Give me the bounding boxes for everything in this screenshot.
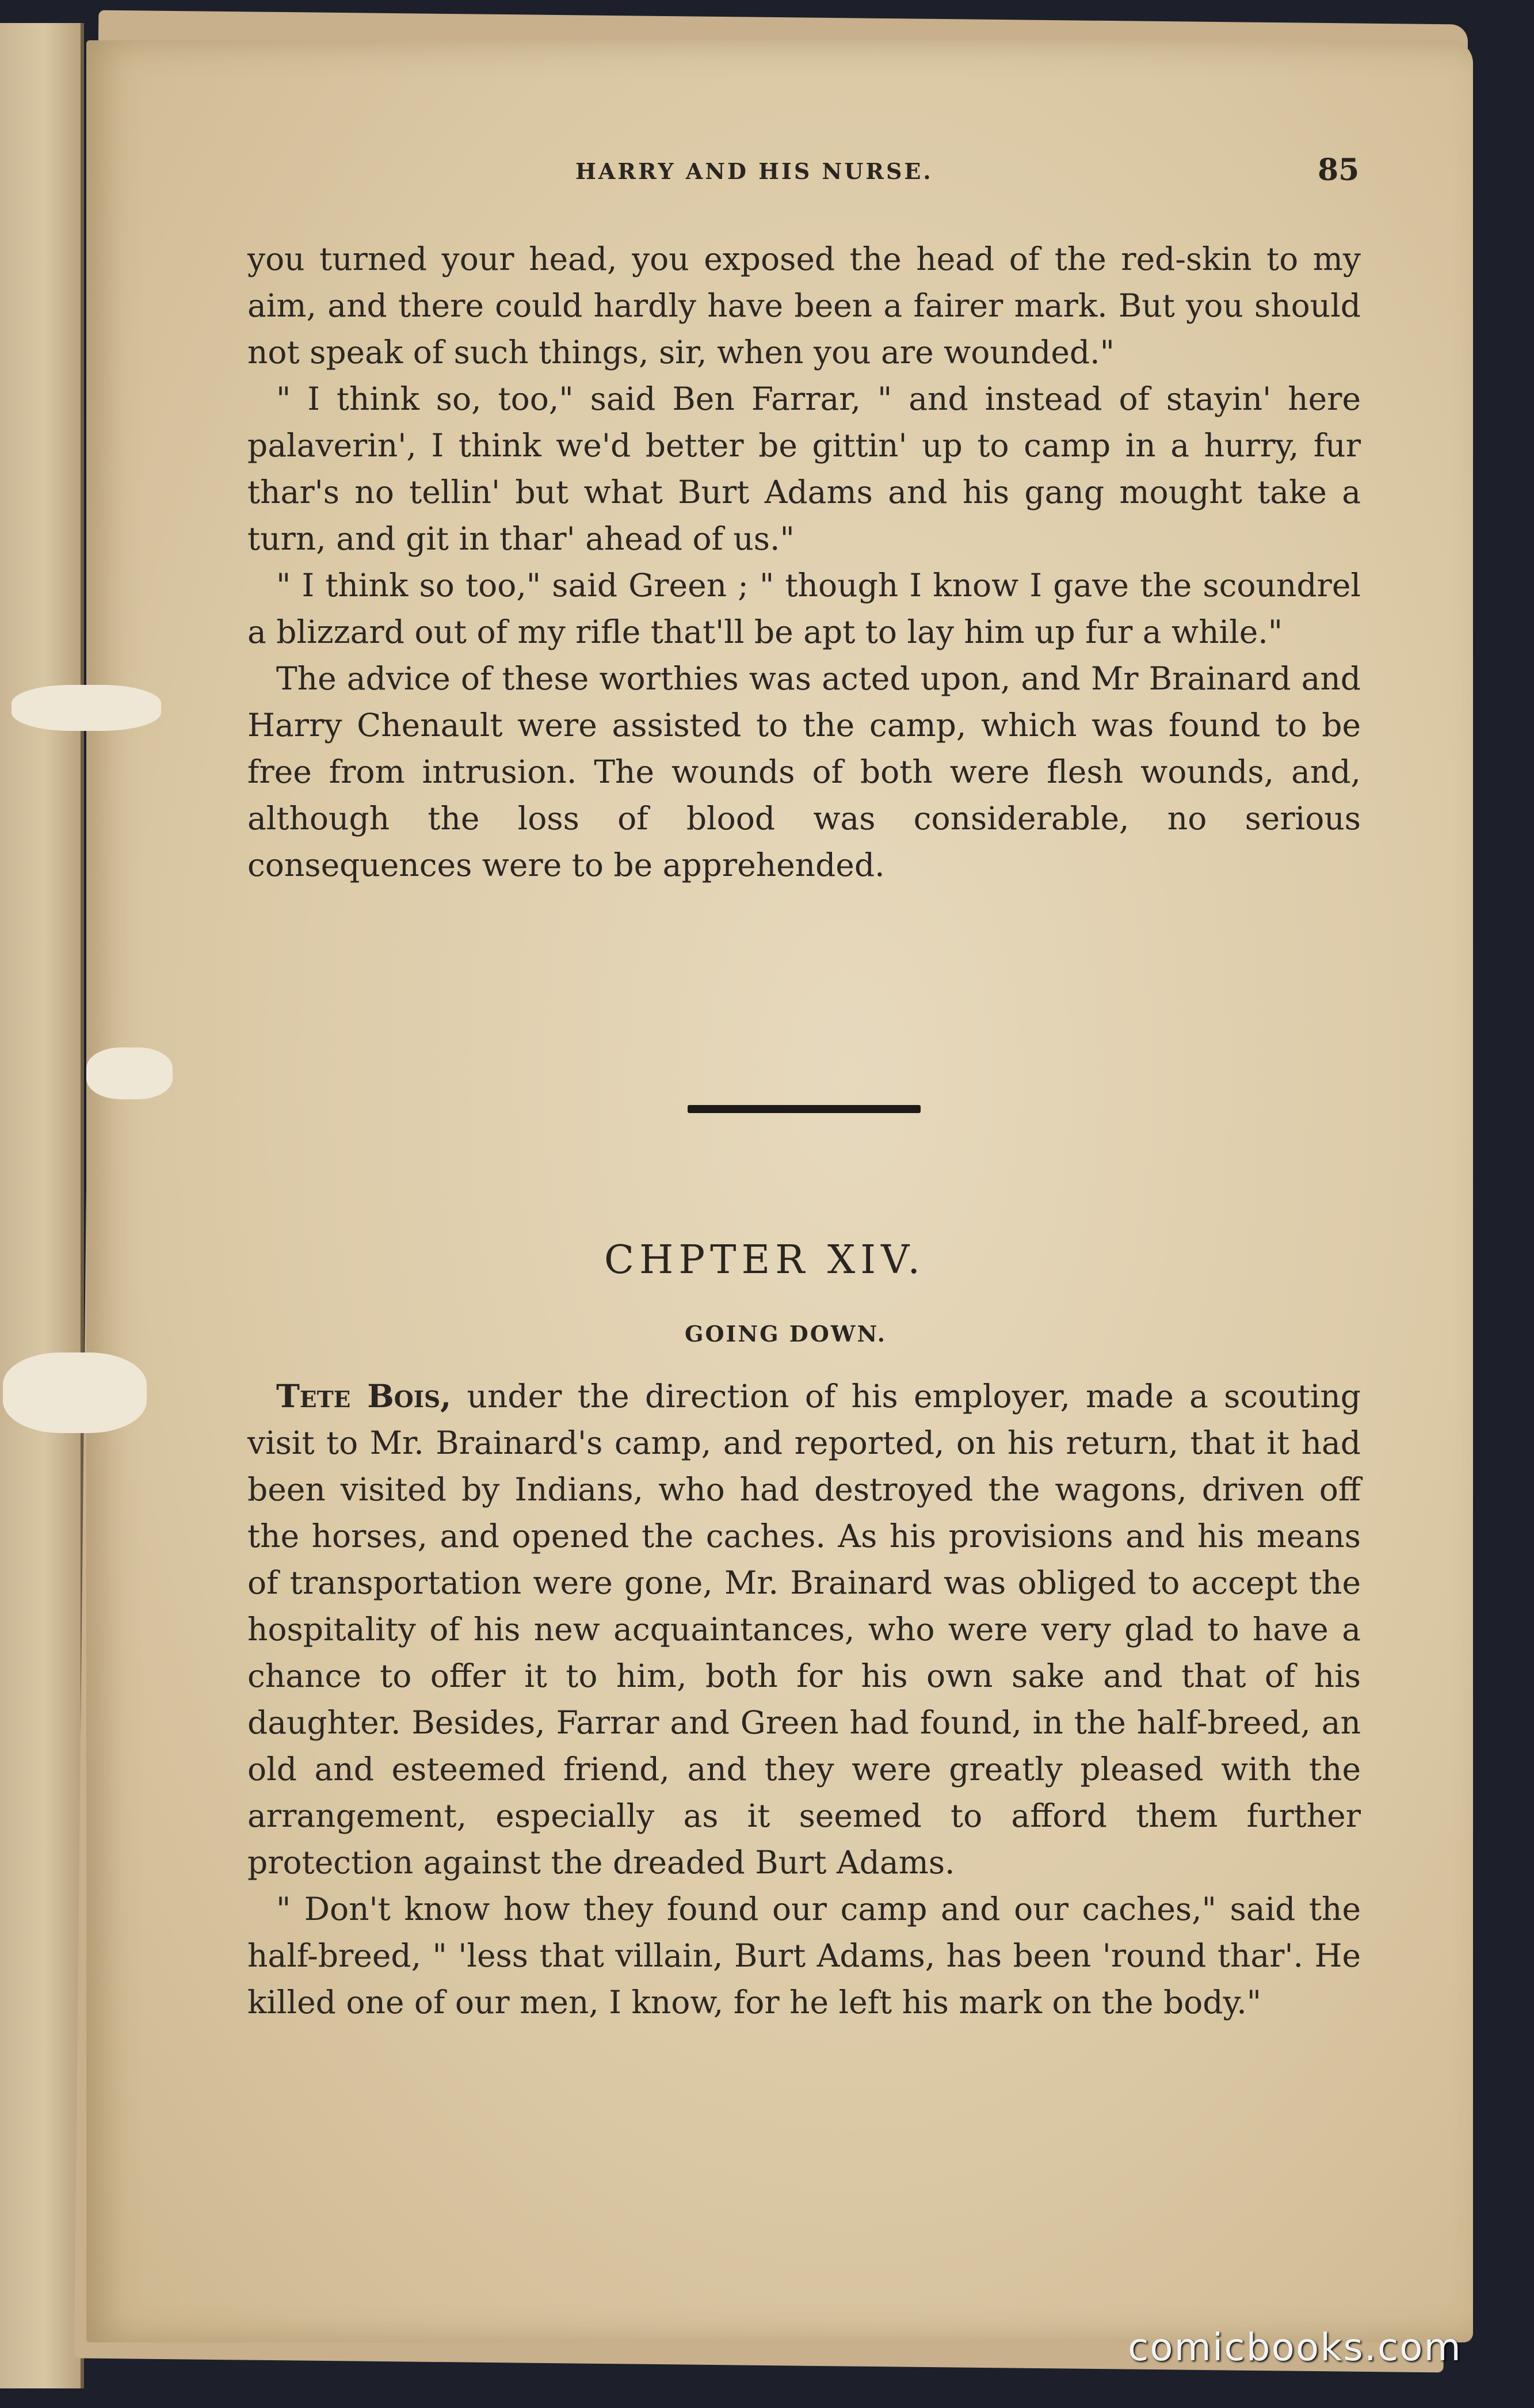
binding-thread: [3, 1352, 147, 1433]
facing-page-edge: [0, 23, 84, 2388]
page-number: 85: [1318, 153, 1360, 188]
paragraph: " I think so, too," said Ben Farrar, " and instead of stayin' here palaverin', I think we'd better be gittin' up to camp in a hurry, fur thar's no tellin' but what Burt Adams and his gang mought take a turn, and git in thar' ahead of us.": [247, 380, 1361, 557]
section-divider: [688, 1105, 921, 1113]
paragraph-text: under the direction of his employer, made a scouting visit to Mr. Brainard's camp, and reported, on his return, that it had been visited by Indians, who had destroyed the wagons, driven off the horses, and opened the caches. As his provisions and his means of transportation were gone, Mr. Brainard was obliged to accept the hospitality of his new acquaintances, who were very glad to have a chance to offer it to him, both for his own sake and that of his daughter. Besides, Farrar and Green had found, in the half-breed, an old and esteemed friend, and they were greatly pleased with the arrangement, especially as it seemed to afford them further protection against the dreaded Burt Adams.: [247, 1378, 1361, 1881]
chapter-subtitle: GOING DOWN.: [685, 1321, 887, 1347]
paragraph: you turned your head, you exposed the head of the red-skin to my aim, and there could hardly have been a fairer mark. But you should not speak of such things, sir, when you are wounded.": [247, 241, 1361, 371]
site-watermark: comicbooks.com: [1128, 2325, 1462, 2369]
page-header: [575, 153, 1381, 193]
paragraph: The advice of these worthies was acted upon, and Mr Brainard and Harry Chenault were assisted to the camp, which was found to be free from intrusion. The wounds of both were flesh wounds, and, although the loss of blood was considerable, no serious consequences were to be apprehended.: [247, 660, 1361, 883]
paragraph: [247, 1373, 1361, 1886]
text-block-bottom: [247, 1373, 1361, 2026]
binding-thread: [12, 685, 161, 731]
chapter-title: CHPTER XIV.: [604, 1237, 925, 1283]
binding-thread: [86, 1047, 173, 1099]
paragraph: " I think so too," said Green ; " though I know I gave the scoundrel a blizzard out of my rifle that'll be apt to lay him up fur a while.": [247, 567, 1361, 650]
paragraph: " Don't know how they found our camp and our caches," said the half-breed, " 'less that villain, Burt Adams, has been 'round thar'. He killed one of our men, I know, for he left his mark on the body.": [247, 1891, 1361, 2021]
running-head: HARRY AND HIS NURSE.: [575, 158, 933, 184]
text-block-top: [247, 236, 1361, 889]
lead-in: Tete Bois,: [276, 1377, 452, 1415]
